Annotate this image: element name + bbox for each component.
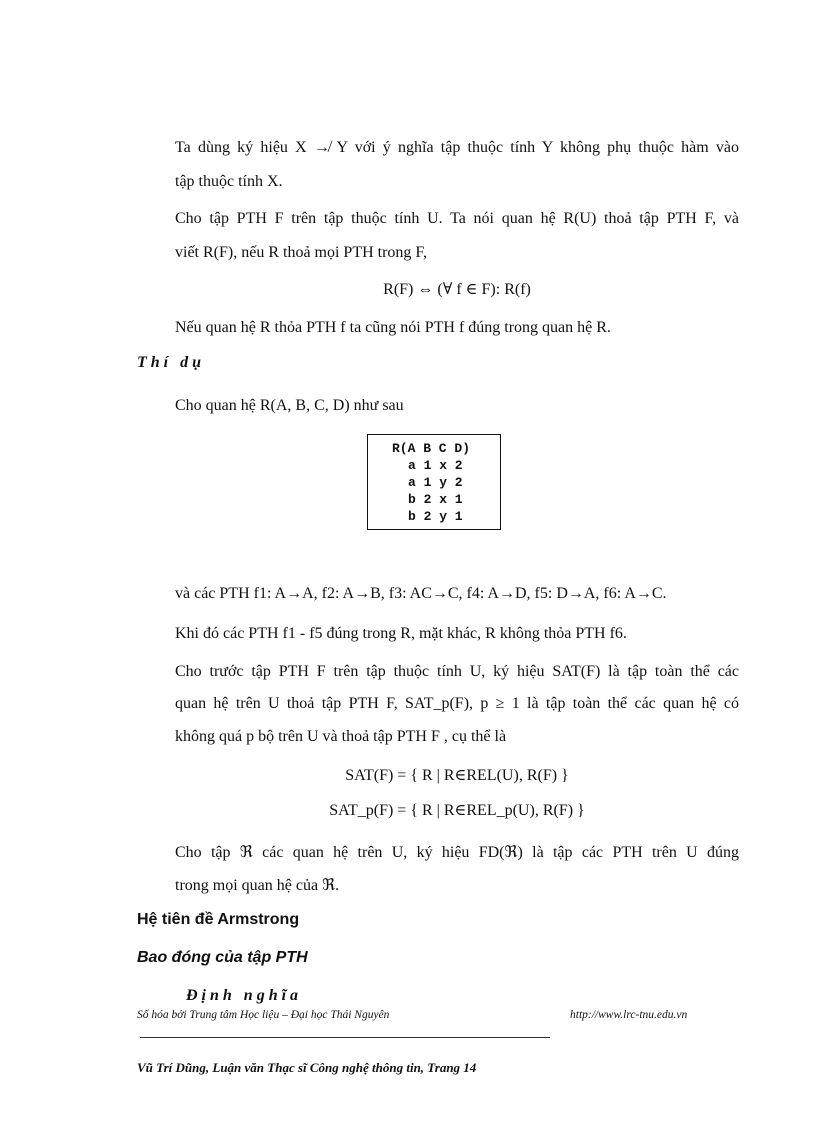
table-row: b 2 x 1 — [408, 492, 463, 507]
formula: SAT(F) = { R | R∈REL(U), R(F) } — [345, 767, 569, 784]
subsection-heading: Bao đóng của tập PTH — [137, 949, 308, 966]
paragraph-line: Cho quan hệ R(A, B, C, D) như sau — [175, 397, 404, 414]
paragraph-line: trong mọi quan hệ của ℜ. — [175, 877, 340, 894]
footer-source: Số hóa bởi Trung tâm Học liệu – Đại học Thái Nguyên — [137, 1009, 390, 1021]
table-row: a 1 y 2 — [408, 475, 463, 490]
table-row: b 2 y 1 — [408, 509, 463, 524]
paragraph-line: Cho tập PTH F trên tập thuộc tính U. Ta nói quan hệ R(U) thoả tập PTH F, và — [175, 210, 739, 227]
relation-table — [367, 434, 501, 530]
formula: R(F) ⇔ (∀ f ∈ F): R(f) — [383, 281, 531, 298]
paragraph-line: và các PTH f1: A→A, f2: A→B, f3: AC→C, f4: A→D, f5: D→A, f6: A→C. — [175, 585, 667, 602]
table-row: a 1 x 2 — [408, 458, 463, 473]
definition-heading: Định nghĩa — [186, 987, 303, 1004]
paragraph-line: Khi đó các PTH f1 - f5 đúng trong R, mặt khác, R không thỏa PTH f6. — [175, 625, 627, 642]
section-heading: Hệ tiên đề Armstrong — [137, 911, 300, 928]
paragraph-line: viết R(F), nếu R thoả mọi PTH trong F, — [175, 244, 428, 261]
paragraph-line: không quá p bộ trên U và thoả tập PTH F , cụ thể là — [175, 728, 507, 745]
paragraph-line: Cho trước tập PTH F trên tập thuộc tính U, ký hiệu SAT(F) là tập toàn thể các — [175, 663, 739, 680]
formula: SAT_p(F) = { R | R∈REL_p(U), R(F) } — [329, 802, 585, 819]
paragraph-line: tập thuộc tính X. — [175, 173, 283, 190]
footer-author-page: Vũ Trí Dũng, Luận văn Thạc sĩ Công nghệ thông tin, Trang 14 — [137, 1060, 477, 1075]
paragraph-line: Nếu quan hệ R thỏa PTH f ta cũng nói PTH f đúng trong quan hệ R. — [175, 319, 611, 336]
footer-divider — [140, 1037, 550, 1038]
table-header: R(A B C D) — [392, 441, 471, 456]
paragraph-line: quan hệ trên U thoả tập PTH F, SAT_p(F), p ≥ 1 là tập toàn thể các quan hệ có — [175, 695, 739, 712]
footer-url[interactable]: http://www.lrc-tnu.edu.vn — [570, 1009, 688, 1021]
example-heading: Thí dụ — [137, 354, 206, 371]
paragraph-line: Cho tập ℜ các quan hệ trên U, ký hiệu FD(ℜ) là tập các PTH trên U đúng — [175, 844, 739, 861]
paragraph-line: Ta dùng ký hiệu X ↛ Y với ý nghĩa tập thuộc tính Y không phụ thuộc hàm vào — [175, 139, 739, 156]
